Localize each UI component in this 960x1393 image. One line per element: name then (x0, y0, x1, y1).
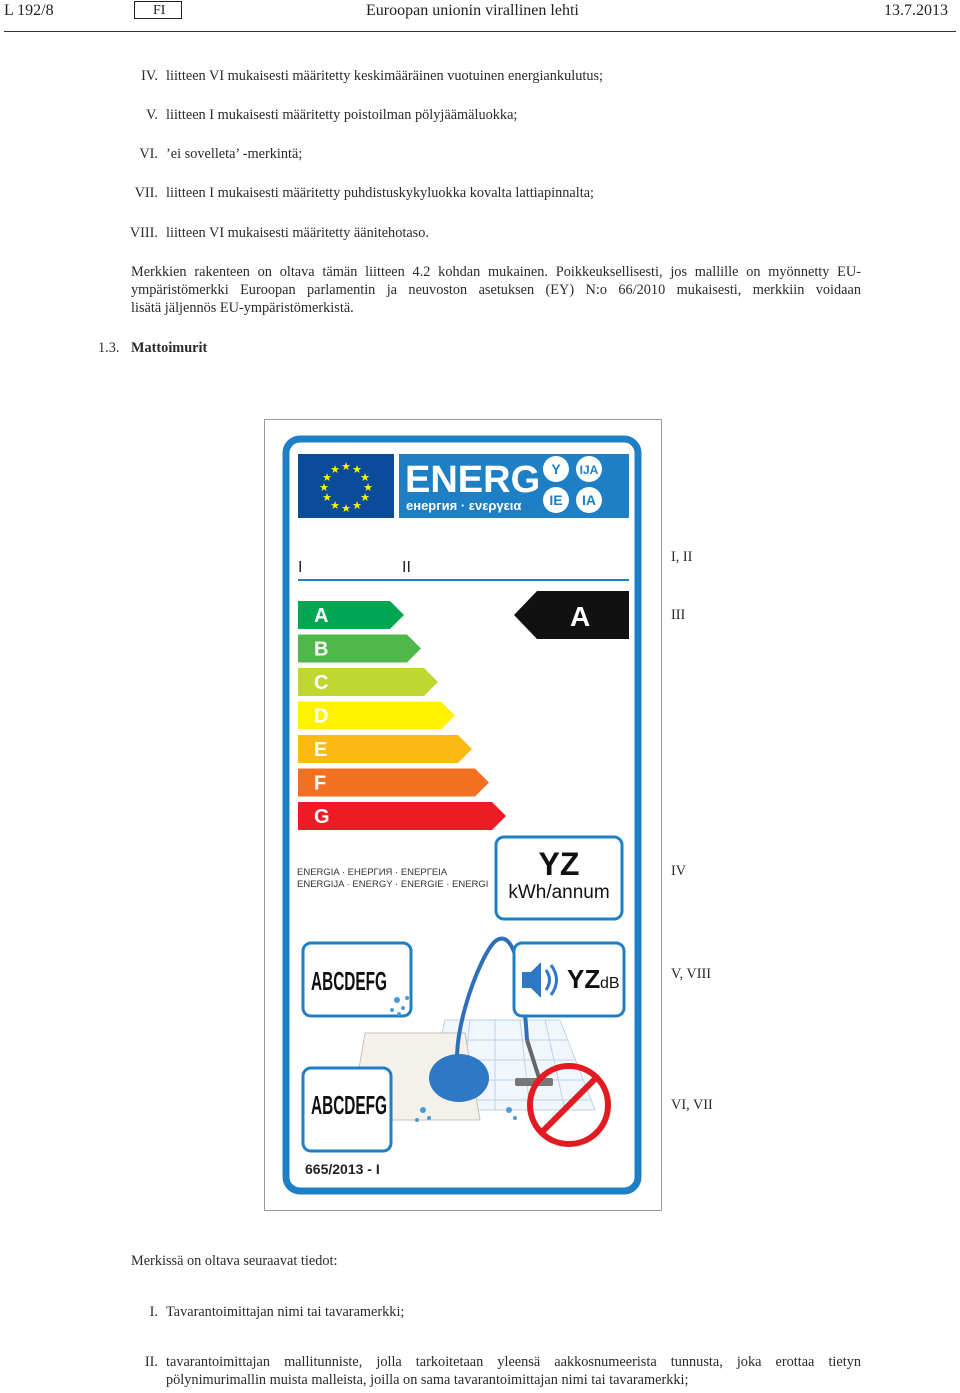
field-supplier: I (298, 559, 303, 576)
energy-class-scale (298, 601, 506, 830)
svg-text:★: ★ (360, 491, 370, 504)
energy-class-letter-g: G (314, 806, 330, 828)
annotation-annual-consumption: IV (671, 863, 687, 879)
list-item-text: liitteen I mukaisesti määritetty poistoilman pölyjäämäluokka; (166, 107, 518, 123)
svg-text:★: ★ (330, 463, 340, 476)
lang-ie: IE (549, 492, 563, 508)
list-item-text: liitteen VI mukaisesti määritetty keskimääräinen vuotuinen energiankulutus; (166, 68, 604, 84)
lang-ia: IA (582, 492, 596, 508)
energ-title: ENERG (405, 459, 541, 501)
svg-text:★: ★ (319, 481, 329, 494)
journal-title: Euroopan unionin virallinen lehti (366, 2, 579, 19)
svg-text:★: ★ (352, 463, 362, 476)
energy-class-letter-d: D (314, 705, 329, 728)
svg-text:★: ★ (322, 491, 332, 504)
noise-level-unit: dB (600, 975, 620, 992)
page-reference: L 192/8 (4, 2, 54, 19)
lang-y: Y (551, 461, 561, 477)
energy-words-line1: ENERGIA · ЕНЕРГИЯ · ΕΝΕΡΓΕΙΑ (297, 867, 448, 878)
list-item-number: VIII. (129, 225, 158, 241)
regulation-number: 665/2013 - I (305, 1161, 380, 1177)
list-item-text: pölynimurimallin muista malleista, joilla on sama tavarantoimittajan nimi tai tavaramerkki; (166, 1372, 689, 1388)
energy-class-letter-c: C (314, 672, 329, 694)
list-item-number: V. (145, 107, 158, 123)
list-item-number: II. (144, 1354, 158, 1370)
annotation-energy-class: III (671, 607, 686, 623)
list-item-text: tavarantoimittajan mallitunniste, jolla tarkoitetaan yleensä aakkosnumeerista tunnusta, joka erottaa tietyn (166, 1354, 861, 1370)
energy-label-graphic (265, 420, 661, 1210)
annotation-supplier-model: I, II (671, 549, 693, 565)
energy-class-letter-a: A (314, 605, 329, 627)
list-item-number: IV. (141, 68, 158, 84)
annual-consumption-unit: kWh/annum (508, 882, 610, 903)
energy-class-bar-f (298, 769, 489, 797)
energy-class-letter-b: B (314, 638, 329, 661)
vacuum-body-icon (429, 1054, 489, 1102)
svg-text:★: ★ (363, 481, 373, 494)
svg-text:★: ★ (341, 502, 351, 515)
svg-text:★: ★ (330, 499, 340, 512)
list-item-number: VI. (139, 146, 158, 162)
annotation-not-applicable: VI, VII (671, 1097, 713, 1113)
lang-ija: IJA (579, 463, 599, 477)
requirements-intro: Merkissä on oltava seuraavat tiedot: (131, 1253, 338, 1269)
paragraph-line: Merkkien rakenteen on oltava tämän liitteen 4.2 kohdan mukainen. Poikkeuksellisesti, jos mallille on myönnetty EU- (131, 264, 861, 280)
svg-text:★: ★ (352, 499, 362, 512)
carpet-cleaning-classes: ABCDEFG (311, 1090, 387, 1120)
svg-text:★: ★ (322, 471, 332, 484)
energy-label-frame (264, 419, 662, 1211)
energ-subtitle: енергия · ενεργεια (406, 498, 522, 513)
list-item-number: I. (149, 1304, 158, 1320)
eu-flag-icon (298, 454, 394, 518)
publication-date: 13.7.2013 (884, 2, 948, 19)
list-item-text: ’ei sovelleta’ -merkintä; (166, 146, 303, 162)
paragraph-line: ympäristömerkki Euroopan parlamentin ja neuvoston asetuksen (EY) N:o 66/2010 mukaisesti, merkkiin voidaan (131, 282, 861, 298)
noise-level-value: YZ (567, 964, 601, 994)
field-model: II (402, 559, 411, 576)
energy-class-letter-e: E (314, 739, 328, 761)
svg-text:★: ★ (360, 471, 370, 484)
list-item-number: VII. (134, 185, 158, 201)
class-indicator-letter: A (570, 601, 591, 632)
list-item-text: Tavarantoimittajan nimi tai tavaramerkki; (166, 1304, 405, 1320)
energy-class-letter-f: F (314, 772, 327, 795)
energy-words-line2: ENERGIJA · ENERGY · ENERGIE · ENERGI (297, 879, 489, 890)
language-code-box: FI (134, 1, 182, 19)
list-item-text: liitteen VI mukaisesti määritetty äänitehotaso. (166, 225, 429, 241)
section-number: 1.3. (98, 340, 120, 356)
section-title: Mattoimurit (131, 340, 208, 356)
annual-consumption-value: YZ (538, 846, 580, 882)
paragraph-line: lisätä jäljennös EU-ympäristömerkistä. (131, 300, 354, 316)
header-rule (4, 31, 956, 32)
dust-reemission-classes: ABCDEFG (311, 966, 387, 996)
list-item-text: liitteen I mukaisesti määritetty puhdistuskykyluokka kovalta lattiapinnalta; (166, 185, 595, 201)
annotation-dust-noise: V, VIII (671, 966, 711, 982)
svg-text:★: ★ (341, 460, 351, 473)
